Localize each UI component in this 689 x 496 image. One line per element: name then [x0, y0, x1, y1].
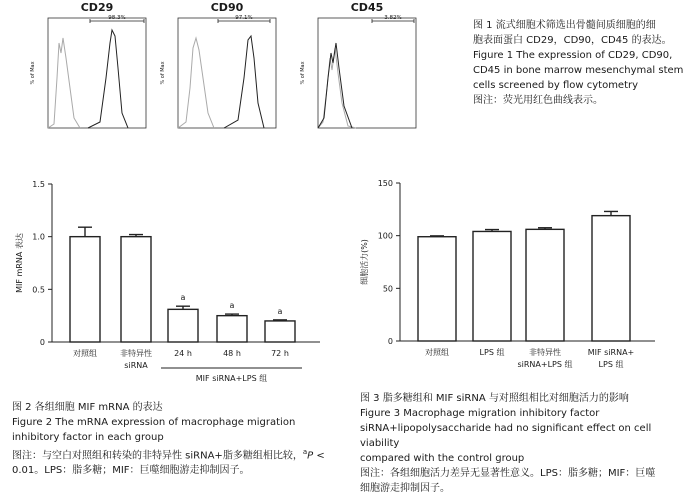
x-tick-label: 非特异性 — [529, 348, 561, 357]
bar — [121, 237, 151, 342]
y-tick-label: 50 — [382, 284, 393, 294]
flow-panel-ylabel: % of Max — [30, 61, 36, 85]
x-tick-label: 24 h — [174, 349, 192, 358]
flow-panel-cd45 — [300, 1, 416, 128]
bar — [418, 237, 456, 341]
group-label: MIF siRNA+LPS 组 — [195, 374, 268, 383]
bar — [217, 316, 247, 342]
figure3-bar-chart — [355, 170, 685, 395]
y-tick-label: 100 — [377, 231, 393, 241]
x-tick-label: siRNA+LPS 组 — [517, 360, 573, 369]
significance-mark: a — [180, 293, 186, 303]
flow-gate-percent: 3.82% — [384, 15, 402, 21]
x-tick-label: 48 h — [223, 349, 241, 358]
flow-panel-title: CD90 — [210, 1, 244, 14]
flow-fluorescence-curve — [224, 36, 264, 128]
figure1-caption — [473, 18, 685, 108]
y-axis-label: MIF mRNA 表达 — [15, 233, 24, 293]
flow-panel-cd90 — [160, 1, 276, 128]
x-tick-label: 72 h — [271, 349, 289, 358]
figure3-title-en-2: siRNA+lipopolysaccharide had no significant effect on cell viability — [360, 423, 652, 449]
figure1-caption-cn-1: 图 1 流式细胞术筛选出骨髓间质细胞的细 — [473, 20, 656, 31]
x-tick-label: siRNA — [124, 361, 148, 370]
y-axis-label: 细胞活力(%) — [360, 239, 369, 285]
y-tick-label: 150 — [377, 179, 393, 188]
bar — [265, 321, 295, 342]
figure3-caption — [360, 391, 685, 496]
y-tick-label: 0.5 — [32, 285, 45, 295]
flow-gate-percent: 97.1% — [235, 15, 253, 21]
bar — [592, 216, 630, 341]
flow-control-curve — [178, 38, 214, 128]
x-tick-label: LPS 组 — [598, 360, 624, 369]
figure1-caption-en-2: CD45 in bone marrow mesenchymal stem — [473, 65, 684, 76]
x-tick-label: 对照组 — [425, 348, 449, 357]
figure1-note: 图注：荧光用红色曲线表示。 — [473, 95, 603, 106]
bar — [168, 309, 198, 342]
figure1-caption-en-1: Figure 1 The expression of CD29, CD90, — [473, 50, 673, 61]
y-tick-label: 0 — [39, 338, 45, 347]
figure2-title-cn: 图 2 各组细胞 MIF mRNA 的表达 — [12, 402, 163, 413]
flow-fluorescence-curve — [318, 43, 352, 128]
figure2-title-en-2: inhibitory factor in each group — [12, 432, 164, 443]
y-tick-label: 1.5 — [32, 180, 45, 189]
bar — [70, 237, 100, 342]
x-tick-label: 非特异性 — [120, 349, 152, 358]
figure1-caption-en-3: cells screened by flow cytometry — [473, 80, 639, 91]
flow-panel-title: CD45 — [350, 1, 384, 14]
flow-control-curve — [48, 38, 80, 128]
flow-histograms-svg — [0, 0, 470, 140]
figure3-title-cn: 图 3 脂多糖组和 MIF siRNA 与对照组相比对细胞活力的影响 — [360, 393, 629, 404]
flow-cytometry-panels — [0, 0, 470, 140]
y-tick-label: 0 — [387, 337, 393, 346]
figure2-caption — [12, 400, 352, 478]
flow-panel-cd29 — [30, 1, 146, 128]
flow-panel-ylabel: % of Max — [300, 61, 306, 85]
figure2-note-1: 图注：与空白对照组和转染的非特异性 siRNA+脂多糖组相比较， — [12, 450, 303, 462]
significance-mark: a — [277, 306, 283, 316]
figure2-note-2: 0.01。LPS：脂多糖；MIF：巨噬细胞游走抑制因子。 — [12, 465, 250, 477]
flow-gate-percent: 98.3% — [108, 15, 126, 21]
flow-fluorescence-curve — [88, 30, 128, 128]
x-tick-label: LPS 组 — [479, 348, 505, 357]
figure3-note-2: 细胞游走抑制因子。 — [360, 483, 450, 494]
figure2-title-en-1: Figure 2 The mRNA expression of macrophage migration — [12, 417, 296, 428]
figure2-note-sup: a — [302, 448, 308, 456]
x-tick-label: 对照组 — [73, 349, 97, 358]
y-tick-label: 1.0 — [32, 232, 45, 242]
x-tick-label: MIF siRNA+ — [587, 348, 635, 357]
figure3-title-en-1: Figure 3 Macrophage migration inhibitory factor — [360, 408, 600, 419]
flow-panel-ylabel: % of Max — [160, 61, 166, 85]
flow-panel-frame — [48, 18, 146, 128]
flow-panel-frame — [178, 18, 276, 128]
significance-mark: a — [229, 301, 235, 311]
figure3-title-en-3: compared with the control group — [360, 453, 525, 464]
bar — [473, 231, 511, 341]
figure2-note-lt: < — [313, 450, 325, 462]
flow-panel-title: CD29 — [80, 1, 114, 14]
figure3-note-1: 图注：各组细胞活力差异无显著性意义。LPS：脂多糖；MIF：巨噬 — [360, 468, 656, 479]
figure2-note-line-1 — [12, 445, 352, 463]
figure1-caption-cn-2: 胞表面蛋白 CD29，CD90，CD45 的表达。 — [473, 35, 672, 46]
bar — [526, 229, 564, 341]
figure2-bar-chart — [0, 170, 345, 395]
figure2-note-p: P — [307, 450, 314, 462]
flow-panel-frame — [318, 18, 416, 128]
